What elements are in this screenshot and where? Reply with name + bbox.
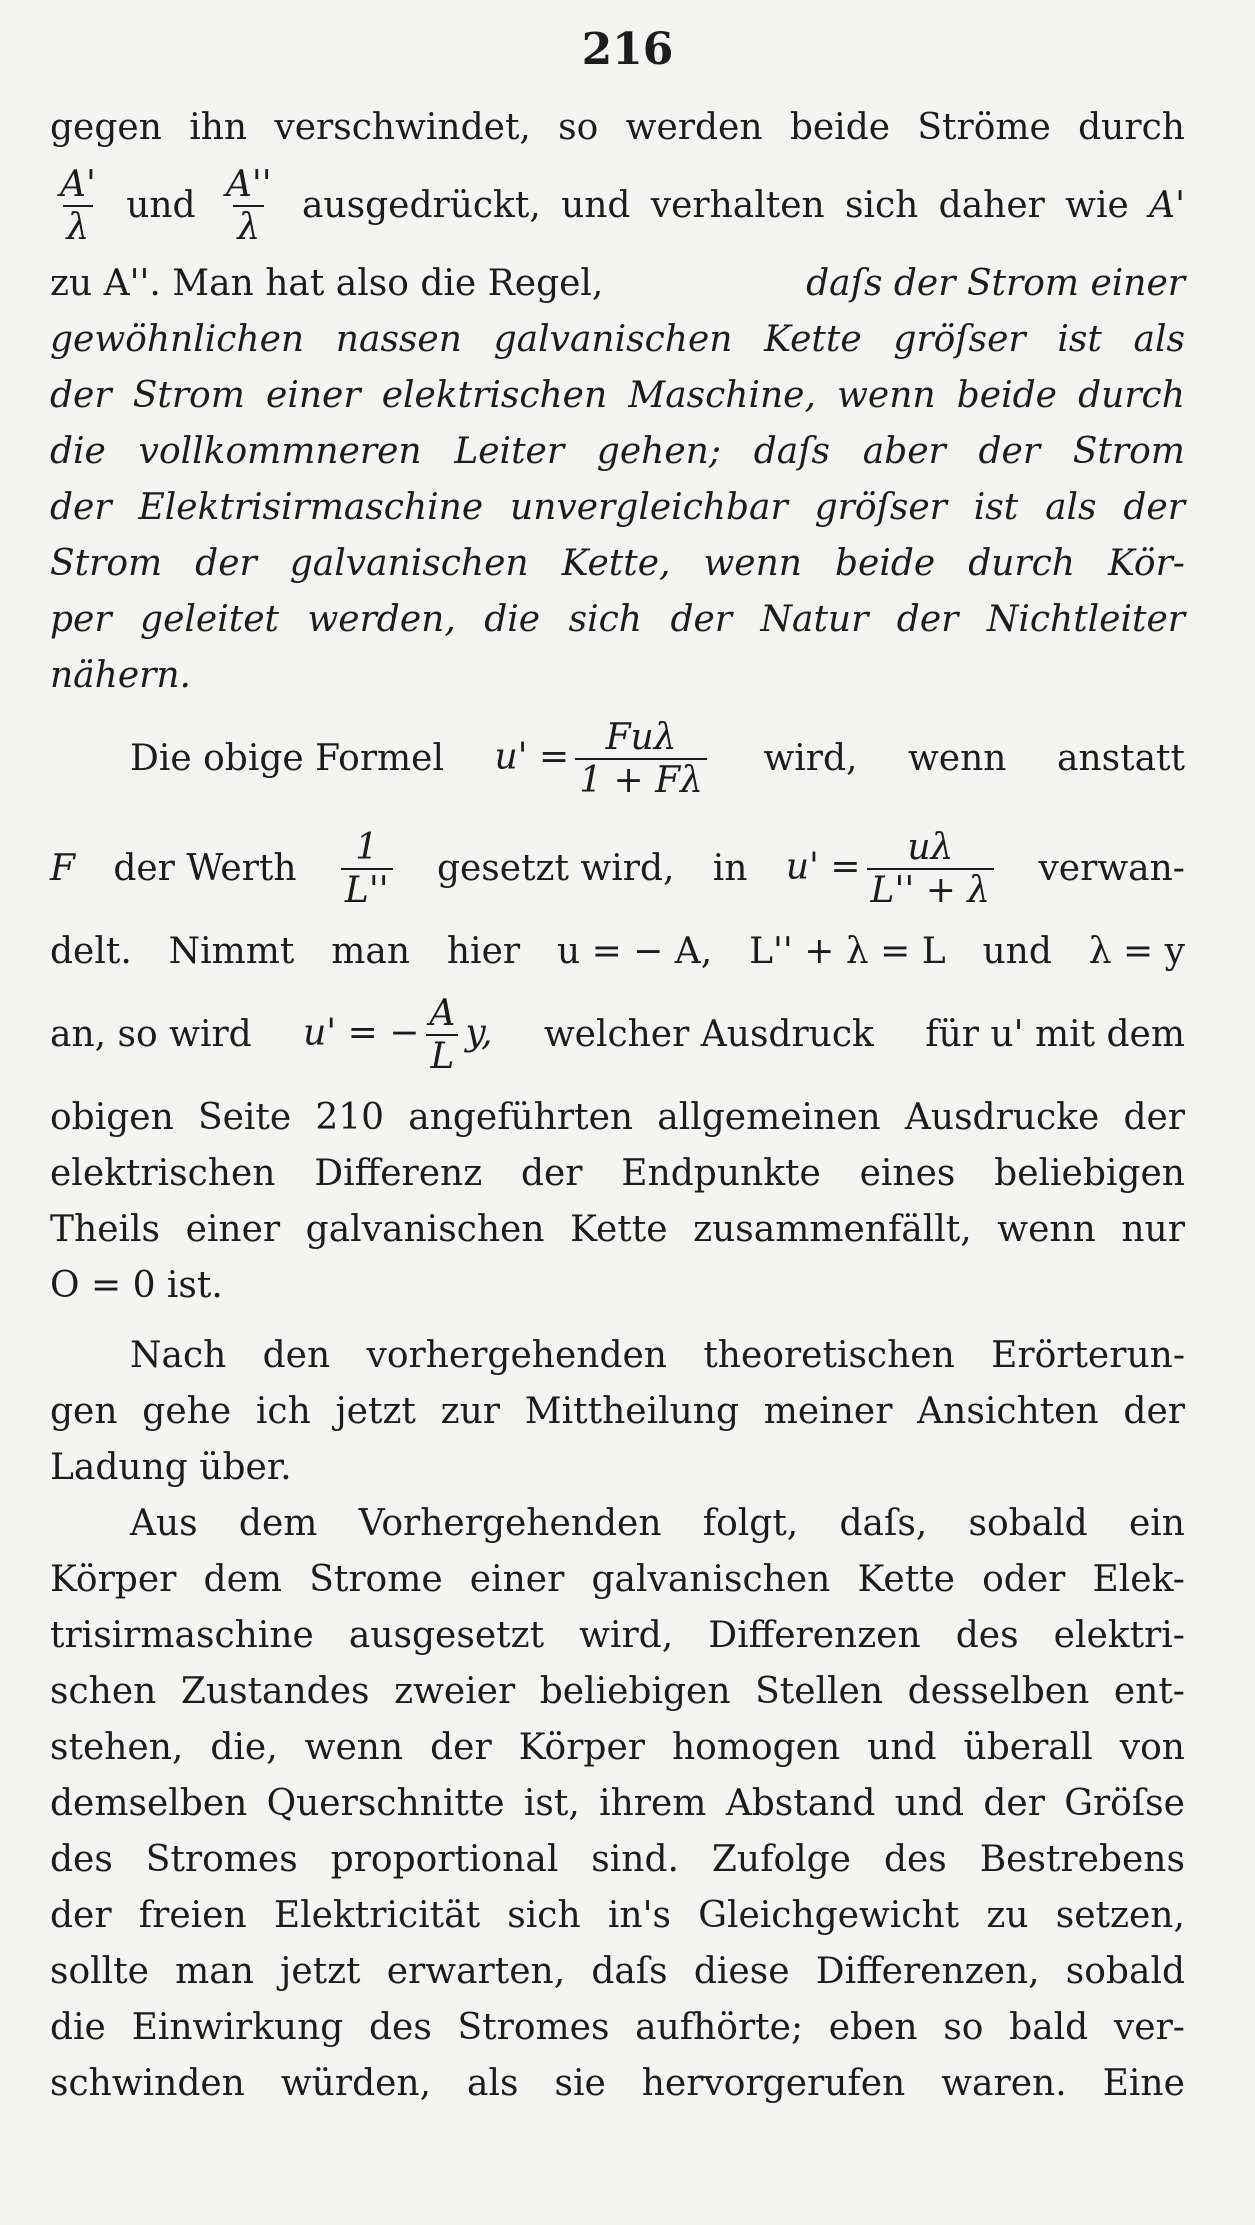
word: vorhergehenden xyxy=(366,1335,667,1376)
word: geleitet xyxy=(140,599,279,640)
word: Strom xyxy=(132,375,245,416)
word: Kette xyxy=(570,1209,668,1250)
word: Einwirkung xyxy=(131,2007,344,2048)
word: schen xyxy=(50,1671,157,1712)
word: ent- xyxy=(1113,1671,1185,1712)
word: Kör- xyxy=(1108,543,1185,584)
word: diese xyxy=(693,1951,790,1992)
word: Stellen xyxy=(755,1671,884,1712)
word: der xyxy=(1123,1097,1185,1138)
word: von xyxy=(1119,1727,1185,1768)
word: Zustandes xyxy=(180,1671,370,1712)
word: stehen, xyxy=(50,1727,184,1768)
word: der xyxy=(670,599,732,640)
word: die xyxy=(484,599,541,640)
word: Körper xyxy=(50,1559,177,1600)
word: Stromes xyxy=(457,2007,610,2048)
word: der xyxy=(1123,1391,1185,1432)
word: Strom xyxy=(1072,431,1185,472)
word: Kette xyxy=(764,319,862,360)
word: elektrischen xyxy=(381,375,608,416)
word: Erörterun- xyxy=(991,1335,1185,1376)
word: Vorhergehenden xyxy=(358,1503,662,1544)
word: als xyxy=(1045,487,1097,528)
word: die, xyxy=(210,1727,278,1768)
word: und xyxy=(982,931,1052,972)
word: Seite xyxy=(197,1097,292,1138)
formula-line: an, so wird u' = − $\frac{A}{L}$ y, welcher Ausdruck für u' mit dem xyxy=(50,992,1185,1077)
word: des xyxy=(955,1615,1019,1656)
text-line xyxy=(50,924,1185,980)
word: Gröſse xyxy=(1064,1783,1185,1824)
text-line xyxy=(50,1384,1185,1440)
word: durch xyxy=(968,543,1075,584)
word: als xyxy=(467,2063,519,2104)
word: desselben xyxy=(907,1671,1090,1712)
word: galvanischen xyxy=(493,319,733,360)
word: L'' + λ = L xyxy=(749,931,946,972)
word: Nach xyxy=(130,1335,227,1376)
word: sie xyxy=(554,2063,606,2104)
word: Kette, xyxy=(561,543,671,584)
word: dem xyxy=(203,1559,283,1600)
word: jetzt xyxy=(280,1951,361,1992)
text-line xyxy=(50,1202,1185,1258)
text-line xyxy=(50,368,1185,424)
word: homogen xyxy=(671,1727,841,1768)
word: daſs xyxy=(753,431,830,472)
word: man xyxy=(175,1951,254,1992)
word: erwarten, xyxy=(386,1951,566,1992)
text-line xyxy=(50,1888,1185,1944)
word: Leiter xyxy=(454,431,565,472)
word: bald xyxy=(1009,2007,1089,2048)
word: und xyxy=(894,1783,965,1824)
text-line xyxy=(50,1090,1185,1146)
word: freien xyxy=(138,1895,247,1936)
word: Elektrisirmaschine xyxy=(138,487,484,528)
text-line xyxy=(50,1496,1185,1552)
word: durch xyxy=(1078,375,1185,416)
word: der xyxy=(195,543,257,584)
word: der xyxy=(430,1727,492,1768)
word: nassen xyxy=(335,319,462,360)
word: folgt, xyxy=(702,1503,799,1544)
word: theoretischen xyxy=(703,1335,955,1376)
word: Aus xyxy=(130,1503,198,1544)
fraction: $\frac{A''}{\lambda}$ xyxy=(225,163,272,248)
word: beide xyxy=(956,375,1057,416)
text-line: zu A''. Man hat also die Regel, daſs der Strom einer xyxy=(50,263,1185,304)
word: werden xyxy=(625,107,763,148)
text-line xyxy=(50,1552,1185,1608)
word: beide xyxy=(834,543,936,584)
fraction: $\frac{A'}{\lambda}$ xyxy=(60,163,96,248)
word: ein xyxy=(1128,1503,1185,1544)
word: galvanischen xyxy=(305,1209,545,1250)
word: Nichtleiter xyxy=(986,599,1185,640)
word: gehen; xyxy=(596,431,721,472)
word: nur xyxy=(1121,1209,1185,1250)
word: Elek- xyxy=(1092,1559,1185,1600)
word: meiner xyxy=(763,1391,893,1432)
word: zur xyxy=(440,1391,501,1432)
word: einer xyxy=(469,1559,565,1600)
formula-line: F der Werth $\frac{1}{L''}$ gesetzt wird, in u' = $\frac{u\lambda}{L'' + \lambda}$ verwan- xyxy=(50,826,1185,911)
word: eines xyxy=(859,1153,956,1194)
word: wenn xyxy=(703,543,802,584)
word: dem xyxy=(238,1503,318,1544)
word: aufhörte; xyxy=(635,2007,804,2048)
word: Querschnitte xyxy=(266,1783,505,1824)
word: unvergleichbar xyxy=(510,487,788,528)
text-line xyxy=(50,592,1185,648)
fraction: $\frac{1}{L''}$ xyxy=(341,827,393,912)
word: sich xyxy=(507,1895,581,1936)
word: Zufolge xyxy=(711,1839,851,1880)
word: Differenz xyxy=(314,1153,483,1194)
word: Eine xyxy=(1102,2063,1185,2104)
word: Differenzen xyxy=(708,1615,921,1656)
word: ver- xyxy=(1113,2007,1185,2048)
word: schwinden xyxy=(50,2063,245,2104)
word: proportional xyxy=(330,1839,559,1880)
word: daſs xyxy=(591,1951,668,1992)
word: beide xyxy=(789,107,891,148)
text-line xyxy=(50,1832,1185,1888)
word: Kette xyxy=(857,1559,955,1600)
word: wenn xyxy=(837,375,936,416)
text-line xyxy=(50,2000,1185,2056)
word: der xyxy=(1123,487,1185,528)
text-line: O = 0 ist. xyxy=(50,1265,223,1306)
word: ist, xyxy=(523,1783,580,1824)
word: ausgesetzt xyxy=(348,1615,545,1656)
word: der xyxy=(50,1895,112,1936)
word: der xyxy=(896,599,959,640)
word: Gleichgewicht xyxy=(698,1895,960,1936)
word: Ausdrucke xyxy=(904,1097,1100,1138)
text-line xyxy=(50,1146,1185,1202)
text-line xyxy=(50,312,1185,368)
word: einer xyxy=(266,375,361,416)
text-line xyxy=(50,1720,1185,1776)
word: vollkommneren xyxy=(138,431,422,472)
word: u = − A, xyxy=(556,931,713,972)
word: des xyxy=(883,1839,947,1880)
word: waren. xyxy=(941,2063,1067,2104)
word: setzen, xyxy=(1055,1895,1185,1936)
page-number: 216 xyxy=(581,24,674,75)
word: so xyxy=(943,2007,984,2048)
word: hier xyxy=(446,931,521,972)
word: demselben xyxy=(50,1783,248,1824)
word: Nimmt xyxy=(168,931,295,972)
word: Natur xyxy=(760,599,869,640)
word: zweier xyxy=(394,1671,516,1712)
fraction: $\frac{u\lambda}{L'' + \lambda}$ xyxy=(867,827,995,912)
text-line: Ladung über. xyxy=(50,1447,292,1488)
word: Ströme xyxy=(917,107,1051,148)
word: sind. xyxy=(591,1839,679,1880)
word: Ansichten xyxy=(917,1391,1099,1432)
word: so xyxy=(558,107,599,148)
word: allgemeinen xyxy=(657,1097,881,1138)
word: der xyxy=(50,487,112,528)
word: des xyxy=(369,2007,432,2048)
word: angeführten xyxy=(408,1097,634,1138)
word: der xyxy=(50,375,112,416)
word: des xyxy=(50,1839,113,1880)
word: verschwindet, xyxy=(274,107,531,148)
word: man xyxy=(331,931,411,972)
word: delt. xyxy=(50,931,132,972)
word: ihrem xyxy=(599,1783,707,1824)
text-line xyxy=(50,1776,1185,1832)
word: werden, xyxy=(307,599,456,640)
word: Maschine, xyxy=(628,375,816,416)
word: galvanischen xyxy=(289,543,529,584)
word: in's xyxy=(607,1895,671,1936)
word: Stromes xyxy=(145,1839,298,1880)
word: Elektricität xyxy=(273,1895,481,1936)
fraction: $\frac{A}{L}$ xyxy=(425,993,459,1078)
word: oder xyxy=(982,1559,1066,1600)
word: elektri- xyxy=(1053,1615,1185,1656)
word: gröſser xyxy=(814,487,947,528)
word: gewöhnlichen xyxy=(50,319,305,360)
word: jetzt xyxy=(335,1391,416,1432)
word: gehe xyxy=(142,1391,232,1432)
text-line xyxy=(50,536,1185,592)
word: Endpunkte xyxy=(621,1153,821,1194)
formula-line: Die obige Formel u' = $\frac{\text{Fuλ}}{1 + F\lambda}$ wird, wenn anstatt xyxy=(130,716,1185,801)
word: sich xyxy=(568,599,642,640)
text-line: $\frac{A'}{\lambda}$ und $\frac{A''}{\lambda}$ ausgedrückt, und verhalten sich daher wie A' xyxy=(50,156,1185,256)
text-line xyxy=(50,424,1185,480)
word: Mittheilung xyxy=(524,1391,740,1432)
word: würden, xyxy=(280,2063,432,2104)
fraction: $\frac{\text{Fuλ}}{1 + F\lambda}$ xyxy=(575,717,707,802)
text-line xyxy=(50,1608,1185,1664)
word: gröſser xyxy=(893,319,1026,360)
word: wenn xyxy=(304,1727,404,1768)
word: der xyxy=(978,431,1041,472)
word: ist xyxy=(1057,319,1102,360)
text-line xyxy=(50,480,1185,536)
text-line xyxy=(50,1944,1185,2000)
word: ist xyxy=(973,487,1019,528)
word: beliebigen xyxy=(539,1671,731,1712)
word: als xyxy=(1133,319,1185,360)
word: 210 xyxy=(315,1097,385,1138)
word: der xyxy=(983,1783,1045,1824)
word: den xyxy=(262,1335,331,1376)
text-line: nähern. xyxy=(50,655,191,696)
word: hervorgerufen xyxy=(641,2063,906,2104)
word: zusammenfällt, xyxy=(693,1209,972,1250)
word: die xyxy=(50,2007,106,2048)
text-line xyxy=(50,2056,1185,2112)
word: obigen xyxy=(50,1097,174,1138)
word: trisirmaschine xyxy=(50,1615,314,1656)
word: ihn xyxy=(189,107,248,148)
text-line xyxy=(50,1664,1185,1720)
text-line xyxy=(50,1328,1185,1384)
word: wird, xyxy=(579,1615,674,1656)
word: Theils xyxy=(50,1209,161,1250)
word: sobald xyxy=(1065,1951,1185,1992)
word: Abstand xyxy=(725,1783,876,1824)
word: per xyxy=(50,599,112,640)
word: λ = y xyxy=(1088,931,1185,972)
word: sobald xyxy=(968,1503,1088,1544)
word: überall xyxy=(963,1727,1093,1768)
word: Differenzen, xyxy=(815,1951,1040,1992)
word: daſs, xyxy=(839,1503,928,1544)
word: gen xyxy=(50,1391,118,1432)
text-line xyxy=(50,100,1185,156)
word: sollte xyxy=(50,1951,149,1992)
word: aber xyxy=(862,431,946,472)
word: Strom xyxy=(50,543,163,584)
word: Bestrebens xyxy=(979,1839,1185,1880)
word: einer xyxy=(185,1209,281,1250)
word: elektrischen xyxy=(50,1153,276,1194)
word: zu xyxy=(986,1895,1029,1936)
word: die xyxy=(50,431,106,472)
word: beliebigen xyxy=(994,1153,1185,1194)
word: der xyxy=(520,1153,583,1194)
word: Körper xyxy=(518,1727,645,1768)
word: galvanischen xyxy=(591,1559,831,1600)
word: und xyxy=(867,1727,937,1768)
word: wenn xyxy=(997,1209,1096,1250)
word: eben xyxy=(828,2007,918,2048)
word: ich xyxy=(255,1391,311,1432)
word: Strome xyxy=(309,1559,443,1600)
word: gegen xyxy=(50,107,162,148)
word: durch xyxy=(1078,107,1185,148)
page-body xyxy=(50,100,1185,2112)
